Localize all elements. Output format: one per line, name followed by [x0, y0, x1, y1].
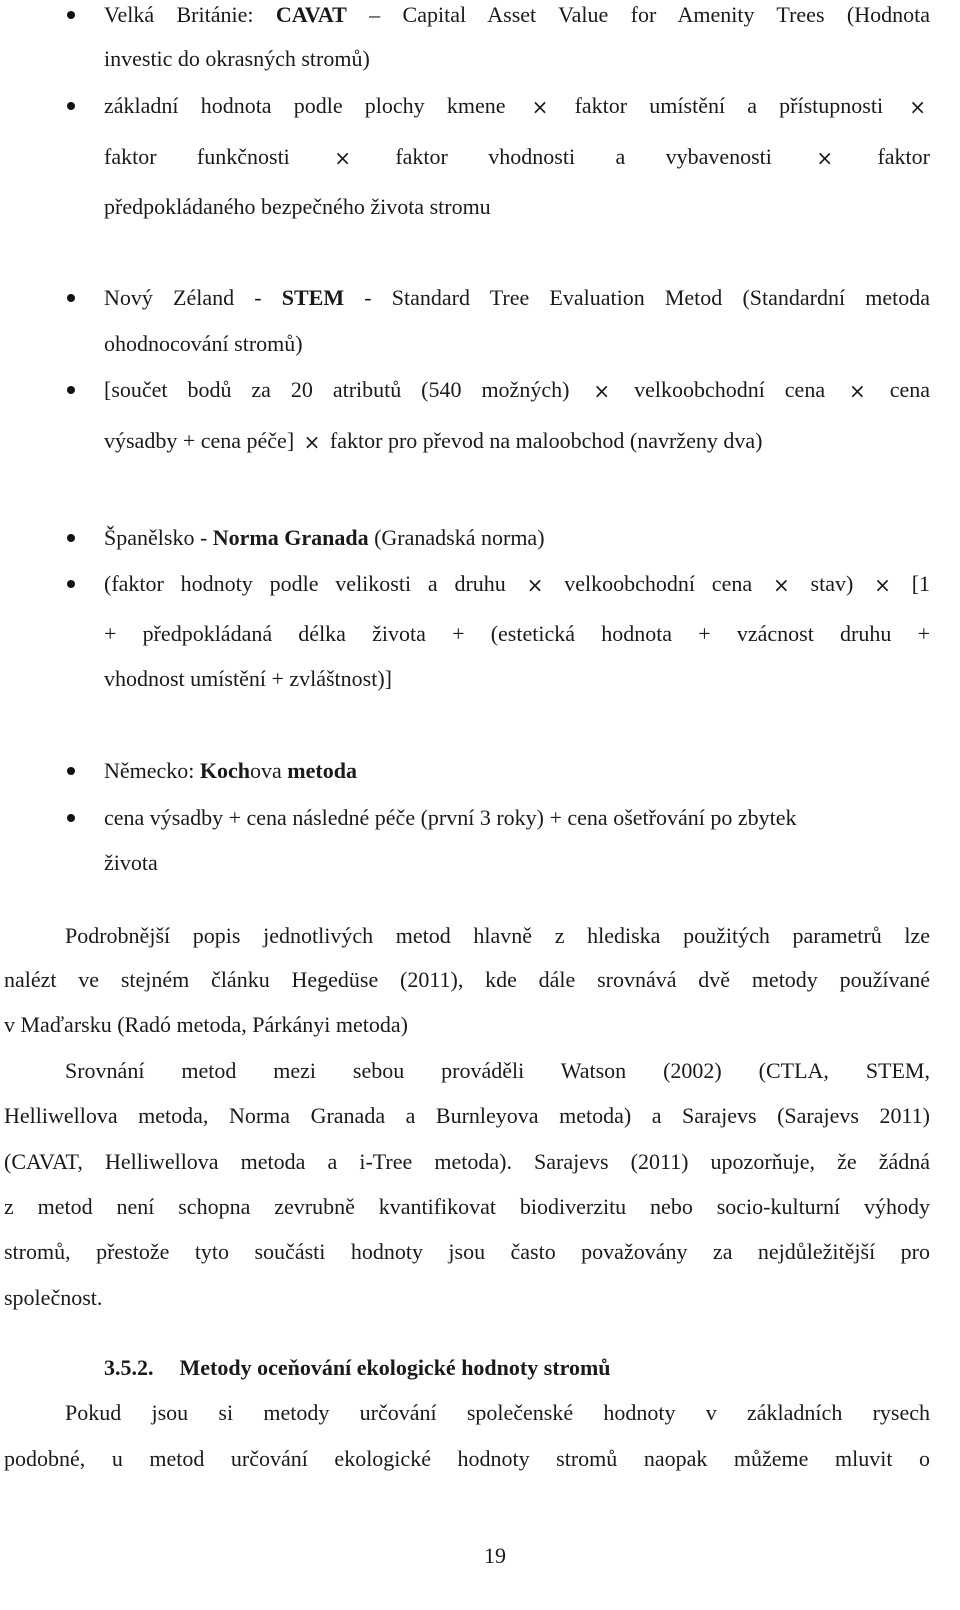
de-line-1: Německo: Kochova metoda	[104, 758, 357, 783]
bullet-de	[67, 767, 75, 775]
nz-line-3: [součet bodů za 20 atributů (540 možných) × velkoobchodní cena × cena	[104, 377, 931, 403]
times-icon: ×	[334, 146, 351, 170]
bullet-es-formula	[67, 580, 75, 588]
uk-line-3: základní hodnota podle plochy kmene × faktor umístění a přístupnosti ×	[104, 93, 927, 119]
section-title: Metody oceňování ekologické hodnoty stromů	[179, 1355, 611, 1380]
uk-line-4: faktor funkčnosti × faktor vhodnosti a vybavenosti × faktor	[104, 144, 930, 170]
section-number: 3.5.2.	[104, 1355, 154, 1380]
times-icon: ×	[303, 430, 321, 454]
es-line-4: vhodnost umístění + zvláštnost)]	[104, 666, 392, 691]
bullet-nz	[67, 294, 75, 302]
uk-line-2: investic do okrasných stromů)	[104, 46, 370, 71]
paragraph-2-line-4: z metod není schopna zevrubně kvantifikovat biodiverzitu nebo socio-kulturní výhody	[4, 1194, 930, 1219]
times-icon: ×	[772, 573, 790, 597]
page-number: 19	[484, 1543, 506, 1568]
bullet-de-formula	[67, 814, 75, 822]
times-icon: ×	[593, 379, 611, 403]
paragraph-1-line-1: Podrobnější popis jednotlivých metod hlavně z hlediska použitých parametrů lze	[65, 923, 930, 948]
nz-line-2: ohodnocování stromů)	[104, 331, 303, 356]
bullet-nz-formula	[67, 386, 75, 394]
times-icon: ×	[909, 95, 927, 119]
es-line-2: (faktor hodnoty podle velikosti a druhu × velkoobchodní cena × stav) × [1	[104, 571, 931, 597]
es-line-1: Španělsko - Norma Granada (Granadská norma)	[104, 525, 545, 550]
paragraph-2-line-2: Helliwellova metoda, Norma Granada a Burnleyova metoda) a Sarajevs (Sarajevs 2011)	[4, 1103, 930, 1128]
section-heading	[104, 1357, 611, 1379]
paragraph-3-line-1: Pokud jsou si metody určování společenské hodnoty v základních rysech	[65, 1400, 930, 1425]
times-icon: ×	[849, 379, 866, 403]
paragraph-3-line-2: podobné, u metod určování ekologické hodnoty stromů naopak můžeme mluvit o	[4, 1446, 930, 1471]
paragraph-2-line-1: Srovnání metod mezi sebou prováděli Watson (2002) (CTLA, STEM,	[65, 1058, 930, 1083]
nz-line-4: výsadby + cena péče] × faktor pro převod na maloobchod (navrženy dva)	[104, 428, 763, 454]
de-line-3: života	[104, 850, 158, 875]
times-icon: ×	[526, 573, 544, 597]
es-line-3: + předpokládaná délka života + (estetická hodnota + vzácnost druhu +	[104, 621, 930, 646]
times-icon: ×	[874, 573, 891, 597]
paragraph-2-line-3: (CAVAT, Helliwellova metoda a i-Tree metoda). Sarajevs (2011) upozorňuje, že žádná	[4, 1149, 930, 1174]
paragraph-1-line-3: v Maďarsku (Radó metoda, Párkányi metoda)	[4, 1012, 409, 1037]
uk-line-1: Velká Británie: CAVAT – Capital Asset Value for Amenity Trees (Hodnota	[104, 2, 930, 27]
bullet-uk	[67, 11, 75, 19]
paragraph-1-line-2: nalézt ve stejném článku Hegedüse (2011), kde dále srovnává dvě metody používané	[4, 967, 930, 992]
de-line-2: cena výsadby + cena následné péče (první 3 roky) + cena ošetřování po zbytek	[104, 805, 797, 830]
times-icon: ×	[531, 95, 549, 119]
bullet-es	[67, 534, 75, 542]
uk-line-5: předpokládaného bezpečného života stromu	[104, 194, 491, 219]
paragraph-2-line-5: stromů, přestože tyto součásti hodnoty jsou často považovány za nejdůležitější pro	[4, 1239, 930, 1264]
bullet-uk-formula	[67, 102, 75, 110]
nz-line-1: Nový Zéland - STEM - Standard Tree Evaluation Metod (Standardní metoda	[104, 285, 930, 310]
paragraph-2-line-6: společnost.	[4, 1285, 103, 1310]
times-icon: ×	[816, 146, 834, 170]
